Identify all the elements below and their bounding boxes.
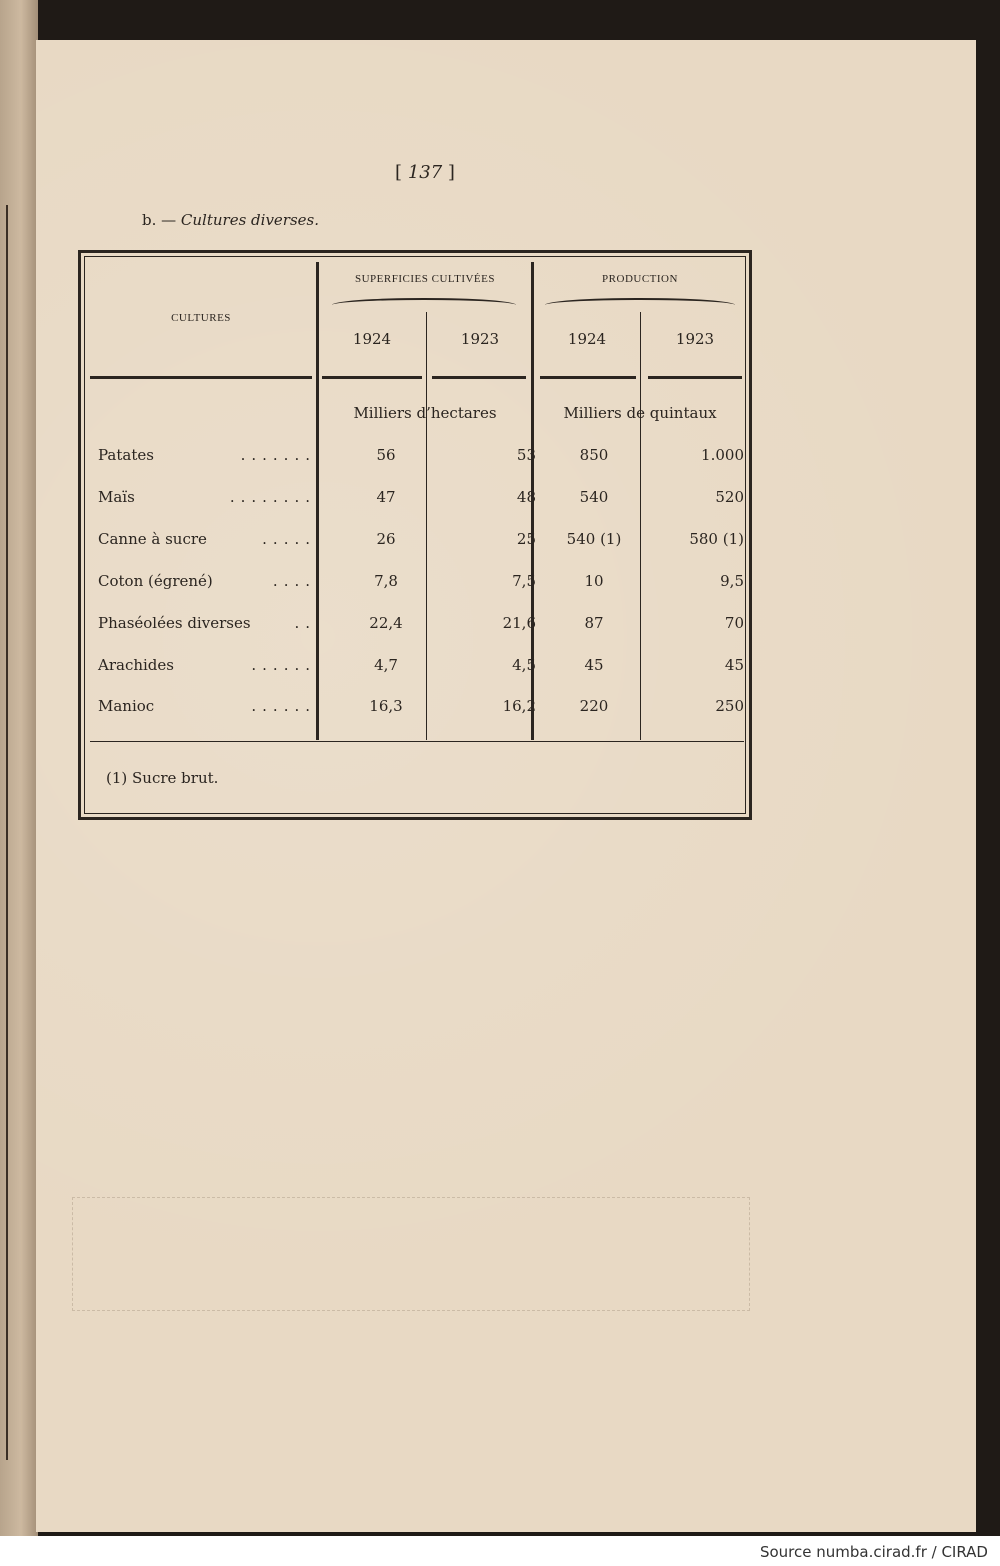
page-number-open: [ (395, 162, 403, 183)
cell-area-1923: 21,6 (502, 614, 536, 632)
cell-prod-1924: 220 (579, 697, 609, 715)
row-label: Maïs (98, 488, 135, 506)
page-number (380, 162, 470, 186)
leader-dots: ..... (262, 530, 316, 548)
cell-area-1924: 47 (376, 488, 396, 506)
cell-prod-1924: 540 (1) (566, 530, 622, 548)
cell-prod-1924: 87 (584, 614, 604, 632)
header-year-area-1924: 1924 (352, 330, 392, 348)
row-label: Coton (égrené) (98, 572, 213, 590)
table-bottom-rule (90, 741, 744, 742)
cell-area-1924: 4,7 (374, 656, 398, 674)
leader-dots: ........ (229, 488, 316, 506)
leader-dots: ...... (251, 697, 316, 715)
cell-prod-1923: 1.000 (701, 446, 744, 464)
table-footnote: (1) Sucre brut. (106, 769, 219, 787)
row-label: Phaséolées diverses (98, 614, 251, 632)
cell-prod-1923: 250 (715, 697, 744, 715)
leader-dots: .... (272, 572, 316, 590)
header-rule-prod-1924 (540, 376, 636, 379)
cell-prod-1923: 520 (715, 488, 744, 506)
cell-area-1923: 7,5 (512, 572, 536, 590)
table-row (84, 656, 746, 686)
cell-area-1923: 25 (516, 530, 536, 548)
header-rule-area-1924 (322, 376, 422, 379)
header-year-prod-1923: 1923 (675, 330, 715, 348)
cell-area-1923: 53 (516, 446, 536, 464)
cell-prod-1923: 9,5 (720, 572, 744, 590)
cell-prod-1923: 70 (724, 614, 744, 632)
cell-area-1924: 16,3 (369, 697, 403, 715)
cell-area-1924: 56 (376, 446, 396, 464)
brace-area (332, 298, 516, 312)
unit-production: Milliers de quintaux (563, 404, 717, 422)
cell-prod-1924: 10 (584, 572, 604, 590)
brace-production (545, 298, 735, 312)
previous-page-edge (0, 0, 38, 1536)
header-year-area-1923: 1923 (460, 330, 500, 348)
cell-area-1924: 22,4 (369, 614, 403, 632)
row-label: Canne à sucre (98, 530, 207, 548)
table-row (84, 446, 746, 476)
faint-show-through-box (72, 1197, 750, 1311)
cell-area-1923: 48 (516, 488, 536, 506)
header-cultures: CULTURES (171, 312, 231, 324)
cell-area-1924: 26 (376, 530, 396, 548)
table-row (84, 488, 746, 518)
table-row (84, 614, 746, 644)
page-number-close: ] (447, 162, 455, 183)
cell-prod-1923: 580 (1) (689, 530, 744, 548)
cell-area-1923: 4,5 (512, 656, 536, 674)
cell-prod-1924: 850 (579, 446, 609, 464)
cell-area-1923: 16,2 (502, 697, 536, 715)
row-label: Arachides (98, 656, 174, 674)
cell-prod-1924: 540 (579, 488, 609, 506)
cell-area-1924: 7,8 (374, 572, 398, 590)
header-rule-area-1923 (432, 376, 526, 379)
header-production: PRODUCTION (602, 273, 678, 285)
previous-page-rule (6, 205, 8, 1460)
table-row (84, 697, 746, 727)
header-rule-cultures (90, 376, 312, 379)
leader-dots: .. (294, 614, 316, 632)
source-credit: Source numba.cirad.fr / CIRAD (759, 1543, 988, 1561)
leader-dots: ....... (240, 446, 316, 464)
cell-prod-1924: 45 (584, 656, 604, 674)
page-number-value: 137 (407, 162, 443, 183)
row-label: Manioc (98, 697, 155, 715)
table-row (84, 572, 746, 602)
table-row (84, 530, 746, 560)
row-label: Patates (98, 446, 154, 464)
leader-dots: ...... (251, 656, 316, 674)
section-prefix: b. — (142, 211, 177, 229)
header-rule-prod-1923 (648, 376, 742, 379)
cell-prod-1923: 45 (724, 656, 744, 674)
unit-area: Milliers d’hectares (353, 404, 497, 422)
header-superficies: SUPERFICIES CULTIVÉES (355, 273, 495, 285)
section-heading (142, 211, 442, 233)
section-title: Cultures diverses. (180, 211, 320, 229)
header-year-prod-1924: 1924 (567, 330, 607, 348)
